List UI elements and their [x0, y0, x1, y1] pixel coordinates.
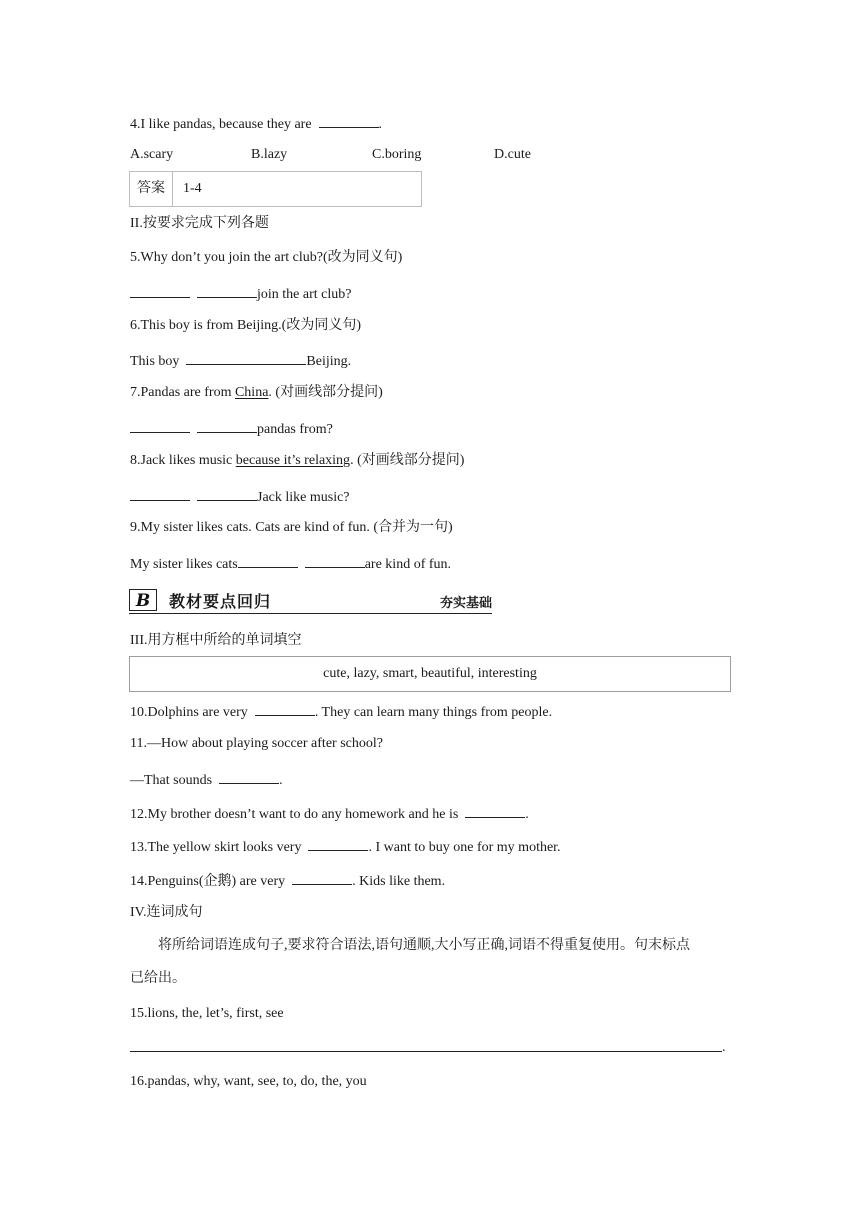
question-6: 6.This boy is from Beijing.(改为同义句)	[130, 318, 361, 333]
section-2-title: II.按要求完成下列各题	[130, 216, 269, 231]
answer-box[interactable]	[129, 171, 422, 207]
question-13: 13.The yellow skirt looks very . I want to buy one for my mother.	[130, 836, 561, 857]
section-4-instruction-cont: 已给出。	[130, 971, 186, 986]
question-6-answer: This boy Beijing.	[130, 350, 351, 371]
option-a[interactable]: A.scary	[130, 147, 174, 162]
section-banner	[129, 586, 492, 614]
question-5-answer: join the art club?	[130, 283, 351, 304]
section-4-title: IV.连词成句	[130, 905, 203, 920]
answer-blank[interactable]	[197, 283, 257, 298]
answer-label: 答案	[130, 172, 173, 206]
underlined-phrase: China	[234, 385, 269, 400]
answer-blank[interactable]	[186, 350, 306, 365]
banner-subtitle: 夯实基础	[439, 596, 492, 611]
banner-rule	[129, 613, 492, 614]
question-7-answer: pandas from?	[130, 418, 333, 439]
question-14: 14.Penguins(企鹅) are very . Kids like them.	[130, 870, 445, 891]
question-10: 10.Dolphins are very . They can learn many things from people.	[130, 701, 552, 722]
banner-title: 教材要点回归	[169, 592, 272, 611]
section-4-instruction: 将所给词语连成句子,要求符合语法,语句通顺,大小写正确,词语不得重复使用。句末标点	[158, 938, 690, 953]
logo-letter: B	[135, 591, 151, 611]
underlined-phrase: because it’s relaxing	[235, 453, 351, 468]
answer-blank[interactable]	[292, 870, 352, 885]
answer-line[interactable]	[130, 1051, 722, 1052]
question-15: 15.lions, the, let’s, first, see	[130, 1006, 284, 1021]
answer-blank[interactable]	[219, 769, 279, 784]
answer-blank[interactable]	[319, 113, 379, 128]
option-c[interactable]: C.boring	[372, 147, 422, 162]
question-12: 12.My brother doesn’t want to do any homework and he is .	[130, 803, 529, 824]
question-11: 11.—How about playing soccer after school?	[130, 736, 383, 751]
question-8: 8.Jack likes music because it’s relaxing. (对画线部分提问)	[130, 453, 465, 468]
answer-blank[interactable]	[130, 418, 190, 433]
question-11-reply: —That sounds .	[130, 769, 283, 790]
question-8-answer: Jack like music?	[130, 486, 350, 507]
question-5: 5.Why don’t you join the art club?(改为同义句)	[130, 250, 403, 265]
b-logo-icon	[129, 589, 157, 611]
answer-blank[interactable]	[130, 283, 190, 298]
answer-blank[interactable]	[255, 701, 315, 716]
question-9-answer: My sister likes cats are kind of fun.	[130, 553, 451, 574]
answer-blank[interactable]	[305, 553, 365, 568]
question-9: 9.My sister likes cats. Cats are kind of fun. (合并为一句)	[130, 520, 453, 535]
question-7: 7.Pandas are from China. (对画线部分提问)	[130, 385, 383, 400]
answer-value: 1-4	[183, 181, 202, 196]
answer-blank[interactable]	[238, 553, 298, 568]
word-bank: cute, lazy, smart, beautiful, interesting	[129, 656, 731, 692]
question-4: 4.I like pandas, because they are .	[130, 113, 382, 134]
option-d[interactable]: D.cute	[494, 147, 531, 162]
answer-blank[interactable]	[197, 418, 257, 433]
answer-blank[interactable]	[308, 836, 368, 851]
section-3-title: III.用方框中所给的单词填空	[130, 633, 302, 648]
answer-line-period: .	[722, 1040, 726, 1055]
question-16: 16.pandas, why, want, see, to, do, the, you	[130, 1074, 367, 1089]
answer-blank[interactable]	[465, 803, 525, 818]
option-b[interactable]: B.lazy	[251, 147, 288, 162]
answer-blank[interactable]	[130, 486, 190, 501]
answer-blank[interactable]	[197, 486, 257, 501]
